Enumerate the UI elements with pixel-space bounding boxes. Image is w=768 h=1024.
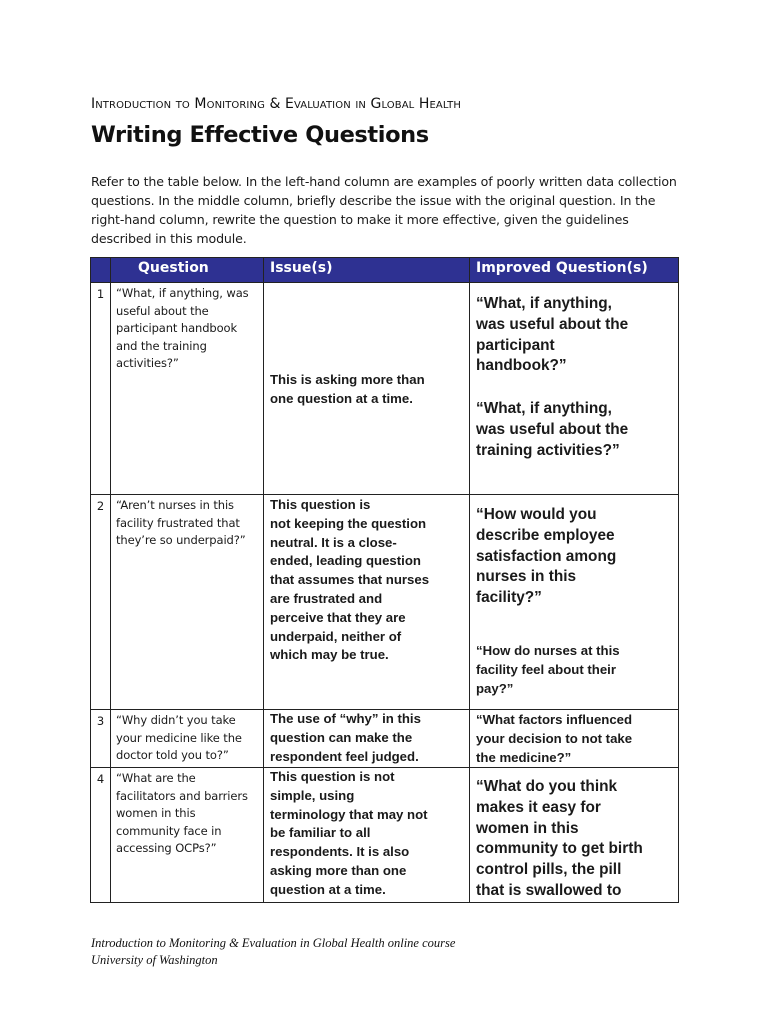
issue-description: [264, 283, 470, 495]
row-number: 2: [91, 495, 111, 710]
issue-line: terminology that may not: [270, 806, 428, 822]
question-line: “Aren’t nurses in this: [116, 498, 234, 512]
issue-line: respondent feel judged.: [270, 748, 419, 764]
issue-line: question at a time.: [270, 881, 386, 897]
issue-line: neutral. It is a close-: [270, 534, 397, 550]
question-line: “What, if anything, was: [116, 286, 249, 300]
issue-line: not keeping the question: [270, 515, 427, 531]
improved-line: “What, if anything,: [476, 295, 612, 312]
question-line: your medicine like the: [116, 730, 242, 745]
issue-description: [264, 495, 470, 710]
improved-line: “How would you: [476, 506, 597, 523]
header-improved-questions: Improved Question(s): [470, 258, 679, 283]
improved-question: [470, 768, 679, 903]
intro-line: Refer to the table below. In the left-hand column are examples of poorly written data collection: [91, 174, 677, 189]
improved-line: “What, if anything,: [476, 400, 612, 418]
question-line: participant handbook: [116, 321, 238, 335]
header-number: [91, 258, 111, 283]
question-line: facility frustrated that: [116, 515, 240, 530]
improved-line: your decision to not take: [476, 731, 633, 746]
issue-line: The use of “why” in this: [270, 711, 421, 726]
issue-line: be familiar to all: [270, 825, 371, 841]
improved-line: the medicine?”: [476, 750, 572, 765]
intro-line: questions. In the middle column, briefly describe the issue with the original question. In the: [91, 193, 656, 208]
question-line: activities?”: [116, 356, 179, 370]
improved-line: community to get birth: [476, 840, 643, 858]
issue-line: question can make the: [270, 729, 413, 745]
improved-line: was useful about the: [476, 420, 629, 438]
header-question: Question: [111, 258, 264, 283]
improved-question-b: [476, 399, 672, 461]
issue-line: asking more than one: [270, 862, 407, 878]
original-question: [111, 283, 264, 495]
improved-line: satisfaction among: [476, 547, 617, 565]
course-title: Introduction to Monitoring & Evaluation in Global Health: [91, 96, 461, 112]
improved-question-b: [476, 641, 672, 698]
question-line: useful about the: [116, 303, 209, 318]
improved-question: [470, 495, 679, 710]
improved-line: that is swallowed to: [476, 881, 622, 899]
improved-line: handbook?”: [476, 357, 567, 375]
row-number: 4: [91, 768, 111, 903]
question-line: they’re so underpaid?”: [116, 533, 246, 547]
issue-line: ended, leading question: [270, 553, 421, 569]
row-number: 3: [91, 710, 111, 768]
question-line: accessing OCPs?”: [116, 841, 217, 855]
original-question: [111, 495, 264, 710]
issue-description: [264, 768, 470, 903]
issue-description: [264, 710, 470, 768]
improved-line: training activities?”: [476, 441, 620, 459]
table-header-row: [91, 258, 679, 283]
issue-line: are frustrated and: [270, 590, 383, 606]
issue-line: one question at a time.: [270, 390, 413, 406]
issue-line: simple, using: [270, 787, 355, 803]
improved-line: control pills, the pill: [476, 861, 622, 879]
improved-line: nurses in this: [476, 568, 577, 586]
question-line: women in this: [116, 806, 196, 820]
issue-line: which may be true.: [270, 647, 389, 663]
improved-line: “How do nurses at this: [476, 642, 620, 658]
table-row: [91, 495, 679, 710]
question-line: “Why didn’t you take: [116, 713, 236, 727]
improved-line: describe employee: [476, 526, 615, 544]
issue-line: This is asking more than: [270, 372, 425, 387]
improved-question: [470, 710, 679, 768]
intro-paragraph: [91, 172, 711, 248]
improved-line: makes it easy for: [476, 798, 601, 816]
improved-question-a: [476, 505, 672, 609]
intro-line: right-hand column, rewrite the question to make it more effective, given the guidelines: [91, 212, 629, 227]
table-row: [91, 710, 679, 768]
improved-line: pay?”: [476, 680, 514, 696]
page-title: Writing Effective Questions: [91, 122, 429, 148]
improved-line: “What factors influenced: [476, 712, 633, 727]
original-question: [111, 768, 264, 903]
issue-line: that assumes that nurses: [270, 572, 430, 588]
improved-line: women in this: [476, 819, 579, 837]
table-row: [91, 283, 679, 495]
improved-line: facility?”: [476, 589, 542, 607]
question-line: and the training: [116, 338, 207, 353]
issue-line: This question is: [270, 497, 371, 512]
header-issues: Issue(s): [264, 258, 470, 283]
row-number: 1: [91, 283, 111, 495]
questions-table: [90, 257, 679, 903]
table-row: [91, 768, 679, 903]
improved-question-a: [476, 294, 672, 377]
improved-line: facility feel about their: [476, 661, 616, 677]
issue-line: respondents. It is also: [270, 844, 410, 860]
issue-line: perceive that they are: [270, 609, 406, 625]
issue-line: underpaid, neither of: [270, 628, 402, 644]
page-footer: [91, 935, 591, 969]
question-line: community face in: [116, 823, 222, 838]
issue-line: This question is not: [270, 769, 395, 784]
improved-line: was useful about the: [476, 315, 629, 333]
question-line: doctor told you to?”: [116, 748, 229, 762]
intro-line: described in this module.: [91, 231, 247, 246]
improved-line: participant: [476, 336, 555, 354]
question-line: facilitators and barriers: [116, 788, 248, 803]
question-line: “What are the: [116, 771, 196, 785]
footer-institution: University of Washington: [91, 953, 218, 967]
improved-question: [470, 283, 679, 495]
footer-course: Introduction to Monitoring & Evaluation in Global Health online course: [91, 936, 456, 950]
original-question: [111, 710, 264, 768]
improved-line: “What do you think: [476, 778, 618, 795]
